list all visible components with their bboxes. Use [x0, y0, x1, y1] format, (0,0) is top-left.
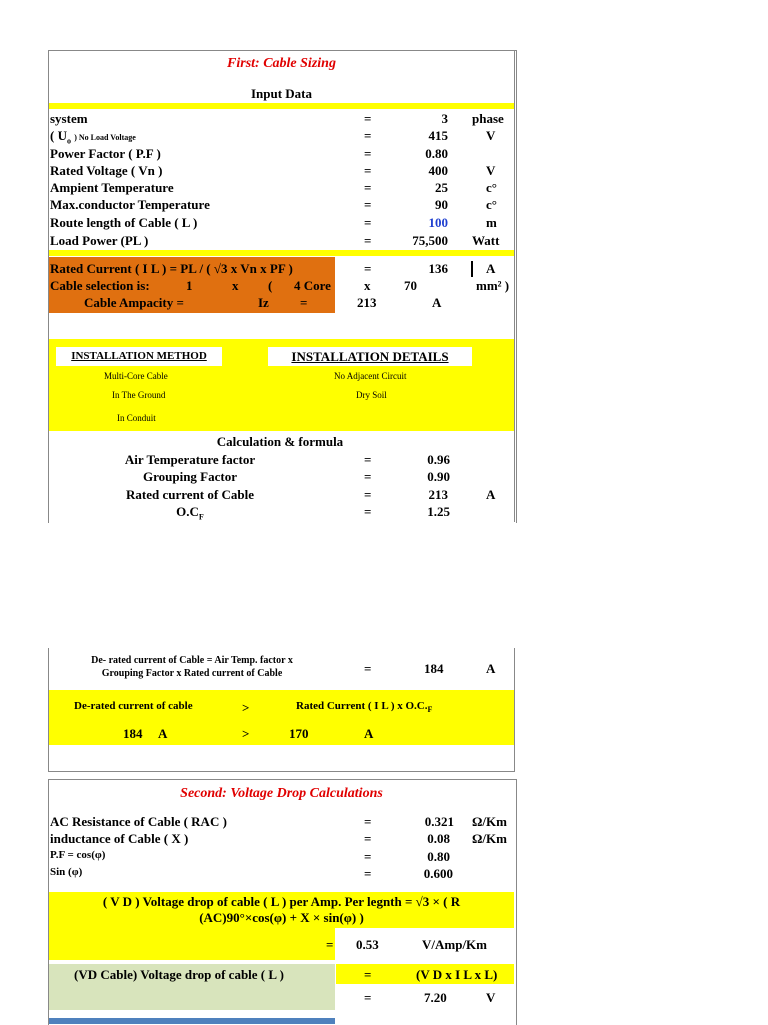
rated-current-divider	[471, 261, 474, 277]
ampacity-unit: A	[432, 295, 442, 310]
vd-sin-eq: =	[364, 866, 372, 881]
row-max-label: Max.conductor Temperature	[50, 197, 210, 212]
row-amb-unit: c°	[486, 180, 497, 195]
row-route-label: Route length of Cable ( L )	[50, 215, 198, 230]
row-load-label: Load Power (PL )	[50, 233, 149, 248]
row-amb-eq: =	[364, 180, 372, 195]
compare-left-label: De-rated current of cable	[74, 700, 193, 712]
cable-sel-num: 1	[186, 278, 193, 293]
calc-group-val: 0.90	[427, 469, 450, 484]
sec2-right-line	[514, 648, 515, 772]
vd-cable-formula: (V D x I L x L)	[416, 967, 498, 982]
compare-gt: >	[242, 700, 250, 715]
input-data-band	[49, 103, 514, 109]
vd-cable-eq: =	[364, 967, 372, 982]
row-uo-small: ) No Load Voltage	[74, 133, 136, 142]
calc-rated-label: Rated current of Cable	[126, 487, 254, 502]
vd-x-eq: =	[364, 831, 372, 846]
vd-cable-label: (VD Cable) Voltage drop of cable ( L )	[74, 967, 284, 982]
row-uo-eq: =	[364, 128, 372, 143]
input-data-subtitle: Input Data	[250, 86, 313, 101]
row-max-eq: =	[364, 197, 372, 212]
derated-val: 184	[424, 661, 444, 676]
row-uo-label-main: ( U	[50, 128, 67, 143]
compare-v2-unit: A	[364, 726, 374, 741]
row-uo-label	[50, 128, 136, 146]
vd-pf-label: P.F = cos(φ)	[50, 849, 106, 861]
vd-sin-label: Sin (φ)	[50, 866, 83, 878]
vd-x-unit: Ω/Km	[472, 831, 507, 846]
calc-air-label: Air Temperature factor	[124, 452, 256, 467]
compare-v1: 184	[123, 726, 143, 741]
ampacity-val: 213	[357, 295, 377, 310]
vd-rac-val: 0.321	[424, 814, 454, 829]
vd-formula	[50, 894, 513, 926]
row-uo-sub: o	[66, 136, 71, 146]
row-amb-label: Ampient Temperature	[50, 180, 174, 195]
compare-right-text: Rated Current ( I L ) x O.C.	[296, 700, 428, 712]
row-route-val[interactable]: 100	[428, 215, 448, 230]
calc-ocf-label	[100, 504, 280, 522]
rated-current-unit: A	[486, 261, 496, 276]
row-amb-val: 25	[435, 180, 448, 195]
row-vn-val: 400	[428, 163, 448, 178]
row-system-unit: phase	[472, 111, 504, 126]
vd-rac-eq: =	[364, 814, 372, 829]
row-load-eq: =	[364, 233, 372, 248]
calc-rated-eq: =	[364, 487, 372, 502]
ampacity-eq: =	[300, 295, 308, 310]
row-vn-eq: =	[364, 163, 372, 178]
vd-unit: V/Amp/Km	[422, 937, 487, 952]
calc-air-val: 0.96	[427, 452, 450, 467]
row-uo-unit: V	[486, 128, 496, 143]
row-max-unit: c°	[486, 197, 497, 212]
row-pf-label: Power Factor ( P.F )	[50, 146, 161, 161]
section3-title: Second: Voltage Drop Calculations	[180, 786, 383, 801]
vd-result-block	[49, 928, 335, 960]
compare-right-label	[296, 700, 432, 714]
cable-sel-size: 70	[404, 278, 417, 293]
cable-sel-x2: x	[364, 278, 371, 293]
vd-x-val: 0.08	[427, 831, 450, 846]
row-system-val: 3	[441, 111, 448, 126]
row-route-unit: m	[486, 215, 497, 230]
row-pf-eq: =	[364, 146, 372, 161]
row-system-eq: =	[364, 111, 372, 126]
row-route-eq: =	[364, 215, 372, 230]
vd-rac-unit: Ω/Km	[472, 814, 507, 829]
compare-right-sub: F	[427, 705, 433, 715]
row-system-label: system	[50, 111, 88, 126]
cable-sel-x: x	[232, 278, 239, 293]
cable-sel-core: 4 Core	[294, 278, 331, 293]
install-detail-item: No Adjacent Circuit	[334, 371, 407, 381]
section1-title: First: Cable Sizing	[227, 56, 336, 71]
derated-eq: =	[364, 661, 372, 676]
derated-line2: Grouping Factor x Rated current of Cable	[101, 668, 283, 679]
rated-current-val: 136	[428, 261, 448, 276]
ampacity-iz: Iz	[258, 295, 269, 310]
vd-pf-eq: =	[364, 849, 372, 864]
vd-eq: =	[326, 937, 334, 952]
calc-air-eq: =	[364, 452, 372, 467]
install-method-item: Multi-Core Cable	[104, 371, 168, 381]
install-method-item: In The Ground	[112, 390, 166, 400]
calc-ocf-sub: F	[198, 512, 204, 522]
calc-rated-unit: A	[486, 487, 496, 502]
compare-block	[49, 690, 514, 745]
rated-current-eq: =	[364, 261, 372, 276]
vd-cable-unit: V	[486, 990, 496, 1005]
derated-line1: De- rated current of Cable = Air Temp. factor x	[91, 655, 293, 666]
calc-title: Calculation & formula	[216, 434, 344, 449]
sec2-bottom-line	[48, 771, 515, 772]
vd-formula-l2: (AC)90°×cos(φ) + X × sin(φ) )	[199, 910, 364, 925]
vd-pf-val: 0.80	[427, 849, 450, 864]
blue-bottom-bar	[49, 1018, 335, 1024]
vd-val: 0.53	[356, 937, 379, 952]
calc-group-label: Grouping Factor	[142, 469, 237, 484]
vd-cable-eq2: =	[364, 990, 372, 1005]
row-vn-label: Rated Voltage ( Vn )	[50, 163, 163, 178]
calc-group-eq: =	[364, 469, 372, 484]
install-detail-item: Dry Soil	[356, 390, 387, 400]
compare-v2: 170	[289, 726, 309, 741]
calc-ocf-eq: =	[364, 504, 372, 519]
compare-gt2: >	[242, 726, 250, 741]
vd-sin-val: 0.600	[423, 866, 453, 881]
derated-unit: A	[486, 661, 496, 676]
ampacity-label: Cable Ampacity =	[84, 295, 184, 310]
rated-current-label: Rated Current ( I L ) = PL / ( √3 x Vn x PF )	[50, 261, 293, 276]
compare-v1-unit: A	[158, 726, 168, 741]
vd-cable-val: 7.20	[424, 990, 447, 1005]
derated-formula	[52, 654, 332, 680]
row-max-val: 90	[435, 197, 448, 212]
cable-sel-paren: (	[268, 278, 273, 293]
install-details-title: INSTALLATION DETAILS	[291, 349, 449, 364]
vd-formula-l1: ( V D ) Voltage drop of cable ( L ) per Amp. Per legnth = √3 × ( R	[102, 894, 461, 909]
row-vn-unit: V	[486, 163, 496, 178]
load-band	[49, 250, 514, 256]
cable-sel-unit: mm² )	[476, 278, 510, 293]
calc-ocf-val: 1.25	[427, 504, 450, 519]
install-method-item: In Conduit	[117, 413, 156, 423]
vd-x-label: inductance of Cable ( X )	[50, 831, 189, 846]
vd-rac-label: AC Resistance of Cable ( RAC )	[50, 814, 227, 829]
row-load-unit: Watt	[472, 233, 500, 248]
row-load-val: 75,500	[412, 233, 448, 248]
row-pf-val: 0.80	[425, 146, 448, 161]
calc-ocf-text: O.C	[176, 504, 199, 519]
install-method-title: INSTALLATION METHOD	[71, 350, 207, 362]
frame-right-line	[514, 50, 515, 522]
row-uo-val: 415	[428, 128, 448, 143]
calc-rated-val: 213	[428, 487, 448, 502]
cable-sel-label: Cable selection is:	[50, 278, 150, 293]
